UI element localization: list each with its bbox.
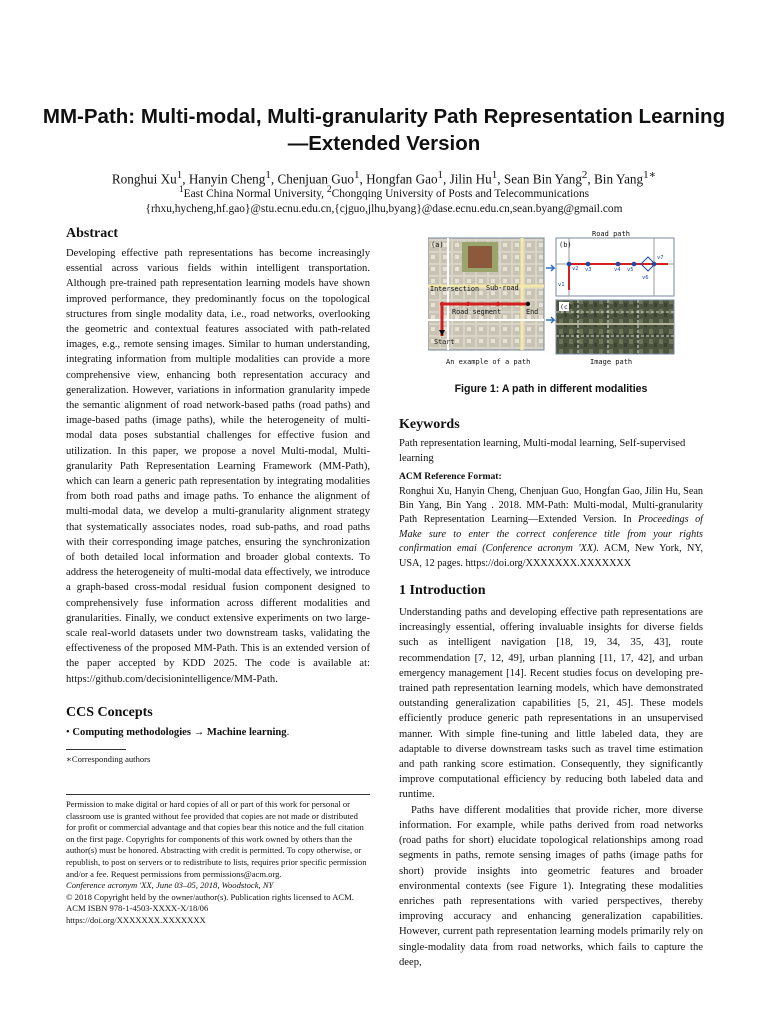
author: Bin Yang [594, 171, 644, 187]
example-caption: An example of a path [446, 358, 531, 366]
road-segment-label: Road segment [452, 308, 502, 316]
abstract-text: Developing effective path representations has become increasingly essential across various fields within intelligent transportation. Although pre-trained path representation learning models have shown improved performance, they predominantly focus on the topological structures from single modality data, i.e., road networks, overlooking the geometric and contextual features associated with path-related images, e.g., remote sensing images. Similar to human understanding, integrating information from multiple modalities can provide a more comprehensive view, enhancing both representation accuracy and generalization. However, variations in information granularity impede the semantic alignment of road network-based paths (road paths) and image-based paths (image paths), while the heterogeneity of multi-modal data poses substantial challenges for effective fusion and utilization. In this paper, we propose a novel Multi-modal, Multi-granularity Path Representation Learning Framework (MM-Path), which can learn a generic path representation by integrating modalities from both road paths and image paths. To enhance the alignment of multi-modal data, we develop a multi-granularity alignment strategy that systematically associates nodes, road sub-paths, and road paths with their corresponding image patches, ensuring the synchronization of both detailed local information and broader global contexts. To address the heterogeneity of multi-modal data effectively, we introduce a graph-based cross-modal residual fusion component designed to comprehensively fuse information across different modalities and granularities. Finally, we conduct extensive experiments on two large-scale real-world datasets under two downstream tasks, validating the effectiveness of the proposed MM-Path. This is an extended version of the paper accepted by KDD 2025. The code is available at: https://github.com/decisionintelligence/MM-Path. [66, 248, 370, 685]
permission-text: Permission to make digital or hard copies of all or part of this work for personal or classroom use is granted without fee provided that copies are not made or distributed for profit or commercial advantage and that copies bear this notice and the full citation on the first page. Copyrights for components of this work owned by others than the author(s) must be honored. Abstracting with credit is permitted. To copy otherwise, or republish, to post on servers or to redistribute to lists, requires prior specific permission and/or a fee. Request permissions from permissions@acm.org. [66, 799, 367, 879]
author-sup: 1 [354, 169, 360, 181]
affiliation-2: Chongqing University of Posts and Telecommunications [331, 187, 590, 200]
author: Jilin Hu [449, 171, 492, 187]
intersection-label: Intersection [430, 285, 480, 293]
keywords-heading: Keywords [399, 417, 460, 432]
image-path-caption: Image path [590, 358, 633, 366]
figure-caption: Figure 1: A path in different modalities [454, 383, 648, 395]
intro-paragraph-1: Understanding paths and developing effective path representations are increasingly essential, offering invaluable insights for diverse fields such as intelligent navigation [18, 19, 34, 35, 43], route recommendation [7, 12, 49], urban planning [11, 17, 42], and urban emergency management [14]. Recent studies focus on developing pre-trained path representation learning models, which have demonstrated outstanding generalization capabilities [5, 21, 45]. These models efficiently produce generic path representations in an unsupervised manner. With simple fine-tuning and little labeled data, they are adaptable to diverse downstream tasks such as travel time estimation and path ranking score estimation. Consequently, they significantly improve computational efficiency by reducing both labeled data and runtime. [399, 607, 703, 801]
acm-ref-heading: ACM Reference Format: [399, 471, 502, 483]
ccs-concept: Computing methodologies → Machine learning [72, 726, 287, 738]
node-label: v5 [627, 267, 634, 273]
footnote: ∗Corresponding authors [66, 754, 151, 764]
right-column [399, 417, 703, 970]
acm-ref-venue: Proceedings of Make sure to enter the correct conference title from your rights confirmation emai (Conference acronym 'XX). [399, 514, 703, 555]
author-list: Ronghui Xu$^1$, Hanyin Cheng$^1$, Chenjuan Guo$^1$, Hongfan Gao$^1$, Jilin Hu$^1$, Sean Bin Yang$^2$, Bin Yang$^{1∗}$ [111, 169, 657, 187]
node-label: v2 [572, 266, 579, 272]
affil-sup: 2 [326, 185, 332, 195]
road-path-label: Road path [592, 230, 630, 238]
doi-line: https://doi.org/XXXXXXX.XXXXXXX [66, 914, 206, 925]
author: Hanyin Cheng [188, 171, 266, 187]
author-sup: 1 [437, 169, 444, 181]
ccs-heading: CCS Concepts [66, 704, 153, 720]
panel-b-label: (b) [559, 241, 572, 249]
intro-paragraph-2: Paths have different modalities that provide richer, more diverse information. For example, while paths derived from road networks (road paths for short) elucidate topological relationships among road segments in paths, remote sensing images of paths (image paths for short) provide insights into geometric features and broader environmental contexts (see Figure 1). Integrating these modalities enriches path representations with varied perspectives, thereby improving accuracy and enhancing generalization capabilities. However, current path representation learning models primarily rely on single-modality data from road networks, which fails to capture the deep, [399, 804, 703, 968]
acm-ref-pre: Ronghui Xu, Hanyin Cheng, Chenjuan Guo, Hongfan Gao, Jilin Hu, Sean Bin Yang, Bin Yang . 2018. MM-Path: Multi-modal, Multi-granularity Path Representation Learning—Extended Version. In [399, 485, 703, 526]
paper-title: MM-Path: Multi-modal, Multi-granularity Path Representation Learning—Extended Version [42, 105, 726, 155]
road-map-panel [428, 238, 544, 350]
affiliation-1: East China Normal University, [183, 187, 327, 200]
bullet: • [66, 726, 70, 738]
affil-sup: 1 [178, 185, 184, 195]
acm-ref-post: ACM, New York, NY, USA, 12 pages. https://doi.org/XXXXXXX.XXXXXXX [399, 543, 703, 569]
intro-heading: 1 Introduction [399, 583, 486, 599]
author-sup: 2 [581, 169, 588, 181]
end-label: End [526, 308, 539, 316]
author-sup: 1 [491, 169, 498, 181]
author-sup: 1∗ [643, 169, 657, 181]
author-sup: 1 [176, 169, 183, 181]
node-label: v3 [585, 267, 592, 273]
node-label: v4 [614, 267, 621, 273]
author: Ronghui Xu [111, 171, 177, 187]
author-emails: {rhxu,hycheng,hf.gao}@stu.ecnu.edu.cn,{cjguo,jlhu,byang}@dase.ecnu.edu.cn,sean.byang@gmail.com [145, 203, 623, 215]
author: Chenjuan Guo [277, 171, 355, 187]
isbn-line: ACM ISBN 978-1-4503-XXXX-X/18/06 [66, 903, 209, 914]
node-label: v6 [642, 275, 649, 281]
abstract-heading: Abstract [66, 226, 119, 241]
sub-road-label: Sub-road [486, 284, 519, 292]
left-column [66, 226, 370, 740]
figure-1 [428, 228, 678, 370]
conference-line: Conference acronym 'XX, June 03–05, 2018, Woodstock, NY [66, 880, 274, 891]
panel-a-label: (a) [431, 241, 444, 249]
road-path-panel [556, 230, 674, 296]
keywords-text: Path representation learning, Multi-modal learning, Self-supervised learning [399, 438, 686, 465]
affiliations [40, 183, 728, 201]
copyright-line: © 2018 Copyright held by the owner/author(s). Publication rights licensed to ACM. [66, 891, 354, 902]
image-path-panel [556, 300, 674, 354]
author: Hongfan Gao [366, 171, 438, 187]
acm-ref-text [399, 485, 703, 571]
author: Sean Bin Yang [503, 171, 582, 187]
panel-c-label: (c) [560, 303, 572, 311]
node-label: v7 [657, 255, 664, 261]
ccs-item [66, 725, 370, 740]
footnote-rule [66, 749, 126, 750]
permission-block [66, 799, 370, 927]
ccs-period: . [286, 726, 290, 738]
node-label: v1 [558, 282, 565, 288]
author-sup: 1 [265, 169, 271, 181]
start-label: Start [434, 338, 455, 346]
permission-rule [66, 794, 370, 795]
